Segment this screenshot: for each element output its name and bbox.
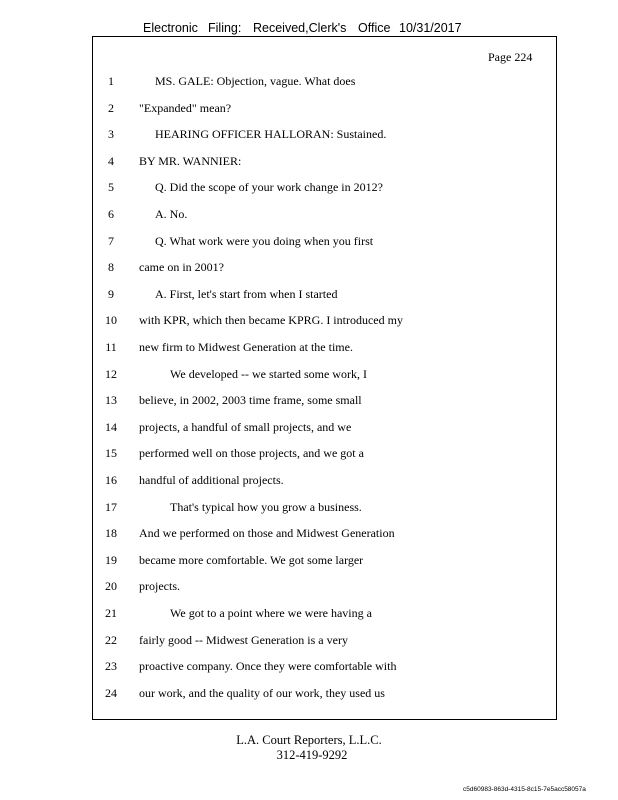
- line-number: 6: [108, 207, 114, 221]
- line-text: believe, in 2002, 2003 time frame, some small: [139, 393, 362, 408]
- line-number: 4: [108, 153, 114, 168]
- line-number: 23: [105, 659, 117, 674]
- line-number: 16: [105, 473, 117, 487]
- line-number: 2: [108, 100, 114, 115]
- transcript-line: [0, 154, 618, 170]
- line-text: And we performed on those and Midwest Generation: [139, 526, 395, 541]
- line-text: Q. What work were you doing when you first: [155, 233, 374, 248]
- stamp-label-filing: Filing:: [208, 21, 242, 35]
- transcript-line: [0, 234, 618, 250]
- line-text: proactive company. Once they were comfortable with: [139, 659, 397, 674]
- transcript-line: [0, 367, 618, 383]
- transcript-line: [0, 393, 618, 409]
- stamp-label-electronic: Electronic: [143, 21, 198, 35]
- transcript-line: [0, 180, 618, 196]
- line-number: 5: [108, 180, 114, 195]
- stamp-label-received: Received,Clerk's: [253, 21, 347, 35]
- transcript-line: [0, 207, 618, 223]
- transcript-line: [0, 127, 618, 143]
- document-id: c5d60983-863d-4315-8c15-7e5acc58057a: [463, 786, 586, 793]
- line-text: BY MR. WANNIER:: [139, 153, 242, 168]
- line-text: performed well on those projects, and we got a: [139, 446, 364, 461]
- line-number: 11: [105, 340, 117, 354]
- line-text: with KPR, which then became KPRG. I introduced my: [139, 313, 403, 328]
- line-text: projects.: [139, 579, 180, 594]
- line-number: 18: [105, 526, 117, 541]
- stamp-date: 10/31/2017: [399, 21, 462, 35]
- transcript-line: [0, 500, 618, 516]
- transcript-line: [0, 74, 618, 90]
- transcript-line: [0, 686, 618, 702]
- line-text: "Expanded" mean?: [139, 100, 232, 115]
- line-number: 24: [105, 685, 117, 700]
- line-text: projects, a handful of small projects, and we: [139, 419, 352, 434]
- stamp-label-office: Office: [358, 21, 391, 35]
- line-text: HEARING OFFICER HALLORAN: Sustained.: [155, 127, 387, 142]
- transcript-line: [0, 633, 618, 649]
- line-text: came on in 2001?: [139, 260, 224, 275]
- line-number: 1: [108, 74, 114, 88]
- transcript-line: [0, 260, 618, 276]
- footer-company: L.A. Court Reporters, L.L.C.: [236, 733, 382, 747]
- line-number: 8: [108, 260, 114, 275]
- line-number: 7: [108, 233, 114, 248]
- line-number: 14: [105, 419, 117, 434]
- line-number: 19: [105, 552, 117, 567]
- line-number: 20: [105, 579, 117, 594]
- transcript-line: [0, 446, 618, 462]
- footer-phone: 312-419-9292: [276, 748, 348, 762]
- line-text: That's typical how you grow a business.: [170, 499, 362, 514]
- line-text: fairly good -- Midwest Generation is a very: [139, 632, 348, 647]
- transcript-line: [0, 313, 618, 329]
- line-text: We got to a point where we were having a: [170, 606, 372, 620]
- line-number: 15: [105, 446, 117, 461]
- line-text: A. First, let's start from when I started: [155, 286, 338, 301]
- line-text: handful of additional projects.: [139, 473, 284, 487]
- transcript-line: [0, 473, 618, 489]
- transcript-line: [0, 606, 618, 622]
- line-number: 13: [105, 393, 117, 408]
- line-text: A. No.: [155, 207, 188, 221]
- transcript-line: [0, 526, 618, 542]
- line-text: became more comfortable. We got some larger: [139, 552, 364, 567]
- transcript-line: [0, 553, 618, 569]
- line-text: our work, and the quality of our work, they used us: [139, 685, 385, 700]
- line-number: 21: [105, 606, 117, 620]
- transcript-line: [0, 101, 618, 117]
- line-text: Q. Did the scope of your work change in 2012?: [155, 180, 383, 195]
- line-text: new firm to Midwest Generation at the time.: [139, 340, 353, 354]
- line-number: 22: [105, 632, 117, 647]
- transcript-line: [0, 659, 618, 675]
- transcript-line: [0, 287, 618, 303]
- page-number: Page 224: [488, 50, 533, 64]
- line-number: 10: [105, 313, 117, 328]
- line-number: 17: [105, 499, 117, 514]
- transcript-line: [0, 420, 618, 436]
- transcript-line: [0, 579, 618, 595]
- line-number: 3: [108, 127, 114, 142]
- transcript-line: [0, 340, 618, 356]
- line-number: 9: [108, 286, 114, 301]
- line-text: We developed -- we started some work, I: [170, 366, 367, 381]
- line-number: 12: [105, 366, 117, 381]
- line-text: MS. GALE: Objection, vague. What does: [155, 74, 356, 88]
